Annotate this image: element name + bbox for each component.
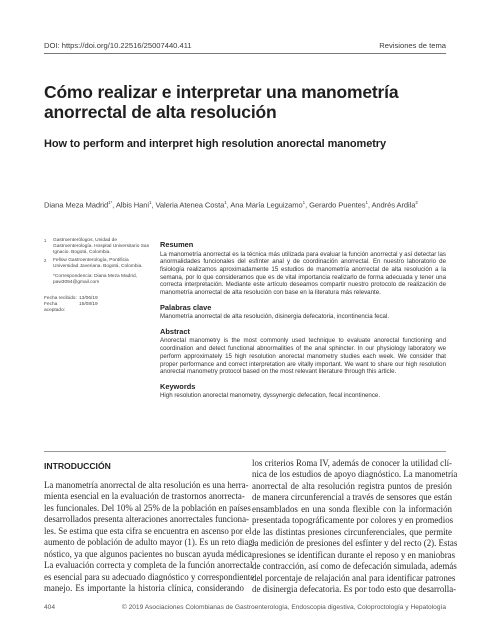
text-line: ensamblados en una sonda flexible con la información	[252, 503, 452, 514]
section-label: Revisiones de tema	[379, 41, 446, 50]
received-date: 13/06/19	[79, 295, 98, 301]
text-line: es esencial para su adecuado diagnóstico y correspondiente	[44, 571, 255, 582]
affiliation-item	[44, 258, 154, 270]
text-line: presentada topográficamente por colores y en promedios	[252, 515, 454, 526]
abstract-heading: Abstract	[160, 326, 190, 336]
text-line: manejo. Es importante la historia clínica, considerando	[44, 583, 244, 594]
doi-link[interactable]: DOI: https://doi.org/10.22516/25007440.411	[44, 41, 192, 50]
text-line: nica de los estudios de apoyo diagnóstico. La manometría	[252, 469, 458, 480]
author-affiliation-mark: 1	[302, 200, 306, 205]
article-title-en: How to perform and interpret high resolution anorectal manometry	[44, 138, 386, 150]
text-line: les. Se estima que esta cifra se encuentra en ascenso por el	[44, 525, 252, 536]
author-affiliation-mark: 1	[365, 200, 368, 205]
text-line: aumento de población de adulto mayor (1). Es un reto diag-	[44, 537, 256, 548]
affiliation-mark: 2	[44, 258, 47, 264]
text-line: del porcentaje de relajación anal para identificar patrones	[252, 572, 456, 583]
keywords-heading: Keywords	[160, 381, 196, 391]
keywords-text: High resolution anorectal manometry, dyssynergic defecation, fecal incontinence.	[160, 392, 381, 400]
author-affiliation-mark: 1	[149, 200, 152, 205]
received-label: Fecha recibido:	[44, 295, 77, 301]
author-name: Andrés Ardila	[371, 200, 416, 210]
intro-heading: INTRODUCCIÓN	[44, 461, 111, 471]
article-title-es: Cómo realizar e interpretar una manometría anorrectal de alta resolución	[44, 82, 399, 122]
text-line: nóstico, ya que algunos pacientes no buscan ayuda médica.	[44, 548, 254, 559]
intro-right-column	[252, 458, 458, 595]
text-line: de las distintas presiones circunferenciales, que permite	[252, 526, 452, 537]
intro-left-column	[44, 480, 256, 595]
author-affiliation-mark: 1*	[108, 200, 113, 205]
text-line: anorrectal de alta resolución registra puntos de presión	[252, 480, 452, 491]
text-line: les funcionales. Del 10% al 25% de la población en países	[44, 502, 251, 513]
copyright-notice: © 2019 Asociaciones Colombianas de Gastroenterología, Endoscopia digestiva, Coloproctología y Hepatología	[121, 604, 446, 611]
palabras-clave-text: Manometría anorrectal de alta resolución, disinergia defecatoria, incontinencia fecal.	[160, 313, 390, 321]
affiliation-text: Gastroenterólogos, Unidad de Gastroenterología. Hospital Universitario San Ignacio. Bogotá, Colombia.	[53, 238, 150, 256]
palabras-clave-heading: Palabras clave	[160, 302, 212, 312]
text-line: mienta esencial en la evaluación de trastornos anorrecta-	[44, 491, 245, 502]
abstract-text: Anorectal manometry is the most commonly used technique to evaluate anorectal functioning and coordination and detect functional abnormalities of the anal sphincter. In our physiology laboratory we perform approximately 15 high resolution anorectal manometry studies each week. We consider that proper performance and correct interpretation are vitally important. We want to share our high resolution anorectal manometry protocol based on the most relevant literature through this article.	[160, 337, 446, 376]
page-number: 404	[44, 604, 56, 611]
text-line: La evaluación correcta y completa de la función anorrectal	[44, 560, 253, 571]
author-name: Albis Hani	[115, 200, 150, 210]
author-affiliation-mark: 2	[415, 200, 418, 205]
text-line: de manera circunferencial a través de sensores que están	[252, 492, 453, 503]
author-affiliation-mark: 1	[224, 200, 227, 205]
text-line: los criterios Roma IV, además de conocer la utilidad clí-	[252, 458, 452, 468]
header-divider	[44, 53, 446, 54]
text-line: desarrollados presenta alteraciones anorrectales funciona-	[44, 514, 250, 525]
text-line: de disinergia defecatoria. Es por todo esto que desarrolla-	[252, 583, 457, 594]
author-name: Valeria Atenea Costa	[155, 200, 225, 210]
accepted-date-row	[44, 302, 154, 314]
accepted-date: 15/08/19	[79, 302, 98, 308]
resumen-text: La manometría anorrectal es la técnica más utilizada para evaluar la función anorrectal y así detectar las anormalidades funcionales del esfínter anal y de coordinación anorrectal. En nuestro laboratorio de fisiología realizamos aproximadamente 15 estudios de manometría anorrectal de alta resolución a la semana, por lo que consideramos que es de vital importancia realizarlo de forma adecuada y tener una correcta interpretación. Mediante este artículo deseamos compartir nuestro protocolo de realización de manometría anorrectal de alta resolución con base en la literatura más relevante.	[160, 250, 446, 297]
text-line: la medición de presiones del esfínter y del recto (2). Estas	[252, 538, 458, 549]
text-line: de contracción, así como de defecación simulada, además	[252, 561, 457, 572]
author-name: Diana Meza Madrid	[44, 200, 109, 210]
author-name: Gerardo Puentes	[309, 200, 366, 210]
correspondence: *Correspondencia: Diana Meza Madrid, paw3094@gmail.com	[53, 273, 137, 285]
text-line: La manometría anorrectal de alta resolución es una herra-	[44, 480, 249, 490]
text-line: presiones se identifican durante el reposo y en maniobras	[252, 549, 456, 560]
abstract-column	[160, 240, 446, 406]
affiliation-mark: 1	[44, 238, 47, 243]
affiliation-text: Fellow Gastroenterología, Pontificia Universidad Javeriana. Bogotá, Colombia.	[53, 258, 143, 270]
resumen-heading: Resumen	[160, 240, 194, 249]
accepted-label: Fecha aceptado:	[44, 302, 66, 314]
author-name: Ana María Leguizamo	[230, 200, 303, 210]
article-dates	[44, 296, 154, 315]
affiliation-item	[44, 238, 154, 257]
section-divider	[44, 451, 446, 452]
author-list: Diana Meza Madrid$^{1*}$, Albis Hani$^1$, Valeria Atenea Costa$^1$, Ana María Leguizamo$^1$, Gerardo Puentes$^1$, Andrés Ardila$^2$	[44, 200, 418, 210]
affiliations-sidebar	[44, 238, 154, 315]
